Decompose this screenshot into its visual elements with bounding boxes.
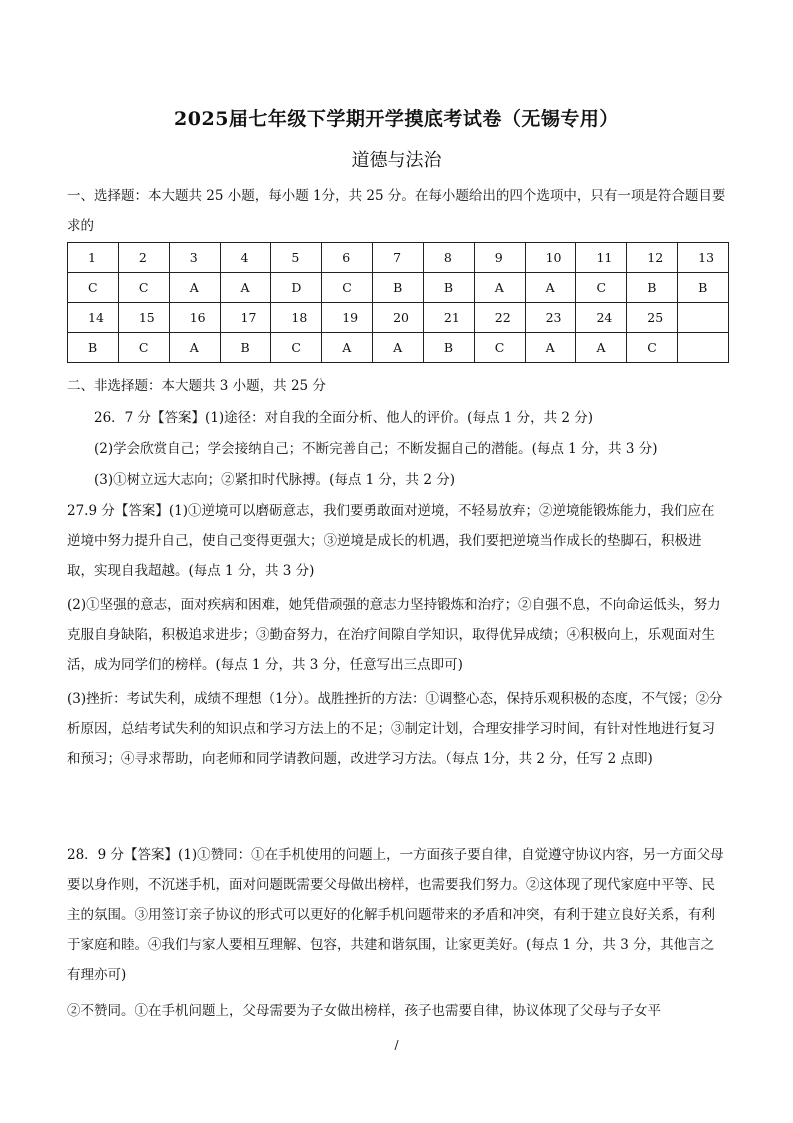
answer-cell: 9 (474, 243, 525, 273)
answer-cell (678, 303, 729, 333)
answer-cell (678, 333, 729, 363)
answer-cell: B (68, 333, 119, 363)
answer-cell: 21 (423, 303, 474, 333)
subject-title: 道德与法治 (351, 150, 442, 171)
answer-cell: C (271, 333, 322, 363)
answer-cell: B (373, 273, 424, 303)
answer-row (68, 303, 729, 333)
section2-intro: 二、非选择题：本大题共 3 小题，共 25 分 (67, 378, 326, 394)
answer-cell: C (118, 273, 169, 303)
answer-cell: B (678, 273, 729, 303)
answer-cell: 10 (525, 243, 576, 273)
answer-cell: 20 (373, 303, 424, 333)
section1-intro: 一、选择题：本大题共 25 小题，每小题 1分，共 25 分。在每小题给出的四个选项中，只有一项是符合题目要求的 (67, 188, 726, 234)
answer-cell: 3 (169, 243, 220, 273)
answer-cell: 5 (271, 243, 322, 273)
answer-cell: 22 (474, 303, 525, 333)
answer-cell: 1 (68, 243, 119, 273)
answer-cell: A (220, 273, 271, 303)
page-title: 2025届七年级下学期开学摸底考试卷（无锡专用） (174, 108, 619, 130)
q28-part1: 28．9 分【答案】(1)①赞同：①在手机使用的问题上，一方面孩子要自律，自觉遵守协议内容，另一方面父母要以身作则，不沉迷手机，面对问题既需要父母做出榜样，也需要我们努力。②这体现了现代家庭中平等、民主的氛围。③用签订亲子协议的形式可以更好的化解手机问题带来的矛盾和冲突，有利于建立良好关系，有利于家庭和睦。④我们与家人要相互理解、包容，共建和谐氛围，让家更美好。(每点 1 分，共 3 分，其他言之有理亦可) (67, 847, 724, 983)
answer-cell: D (271, 273, 322, 303)
answer-cell: 15 (118, 303, 169, 333)
answer-cell: 16 (169, 303, 220, 333)
answer-table (67, 242, 729, 363)
q26-part3: (3)①树立远大志向；②紧扣时代脉搏。(每点 1 分，共 2 分) (94, 472, 455, 488)
q27-part1: 27.9 分【答案】(1)①逆境可以磨砺意志，我们要勇敢面对逆境，不轻易放弃；②逆境能锻炼能力，我们应在逆境中努力提升自己，使自己变得更强大；③逆境是成长的机遇，我们要把逆境当作成长的垫脚石，积极进取，实现自我超越。(每点 1 分，共 3 分) (67, 503, 715, 579)
answer-cell: C (627, 333, 678, 363)
answer-cell: A (169, 333, 220, 363)
answer-cell: C (118, 333, 169, 363)
answer-cell: A (525, 273, 576, 303)
q26-part2: (2)学会欣赏自己；学会接纳自己；不断完善自己；不断发掘自己的潜能。(每点 1 分，共 3 分) (94, 441, 658, 457)
answer-cell: 6 (322, 243, 373, 273)
answer-row (68, 273, 729, 303)
answer-cell: A (576, 333, 627, 363)
answer-cell: 17 (220, 303, 271, 333)
answer-cell: B (423, 333, 474, 363)
answer-cell: 12 (627, 243, 678, 273)
answer-cell: C (68, 273, 119, 303)
answer-cell: B (220, 333, 271, 363)
answer-cell: A (322, 333, 373, 363)
answer-cell: A (373, 333, 424, 363)
answer-cell: A (525, 333, 576, 363)
answer-cell: 4 (220, 243, 271, 273)
q28-part2: ②不赞同。①在手机问题上，父母需要为子女做出榜样，孩子也需要自律，协议体现了父母与子女平 (67, 1003, 661, 1019)
q26-part1: 26．7 分【答案】(1)途径：对自我的全面分析、他人的评价。(每点 1 分，共 2 分) (94, 410, 594, 426)
q27-part3: (3)挫折：考试失利，成绩不理想（1分）。战胜挫折的方法：①调整心态，保持乐观积极的态度，不气馁；②分析原因，总结考试失利的知识点和学习方法上的不足；③制定计划，合理安排学习时间，有针对性地进行复习和预习；④寻求帮助，向老师和同学请教问题，改进学习方法。（每点 1分，共 2 分，任写 2 点即) (67, 691, 723, 767)
answer-row (68, 333, 729, 363)
answer-cell: B (423, 273, 474, 303)
answer-cell: 14 (68, 303, 119, 333)
answer-cell: C (474, 333, 525, 363)
answer-cell: 19 (322, 303, 373, 333)
answer-cell: A (169, 273, 220, 303)
answer-cell: 24 (576, 303, 627, 333)
answer-cell: 18 (271, 303, 322, 333)
answer-cell: A (474, 273, 525, 303)
answer-cell: 2 (118, 243, 169, 273)
answer-cell: 11 (576, 243, 627, 273)
answer-cell: 23 (525, 303, 576, 333)
answer-cell: 8 (423, 243, 474, 273)
answer-cell: 7 (373, 243, 424, 273)
q27-part2: (2)①坚强的意志，面对疾病和困难，她凭借顽强的意志力坚持锻炼和治疗；②自强不息，不向命运低头，努力克服自身缺陷，积极追求进步；③勤奋努力，在治疗间隙自学知识，取得优异成绩；④积极向上，乐观面对生活，成为同学们的榜样。(每点 1 分，共 3 分，任意写出三点即可) (67, 597, 721, 673)
answer-cell: C (322, 273, 373, 303)
answer-row (68, 243, 729, 273)
answer-cell: B (627, 273, 678, 303)
answer-cell: 25 (627, 303, 678, 333)
answer-cell: 13 (678, 243, 729, 273)
answer-cell: C (576, 273, 627, 303)
page-number: / (394, 1038, 399, 1052)
